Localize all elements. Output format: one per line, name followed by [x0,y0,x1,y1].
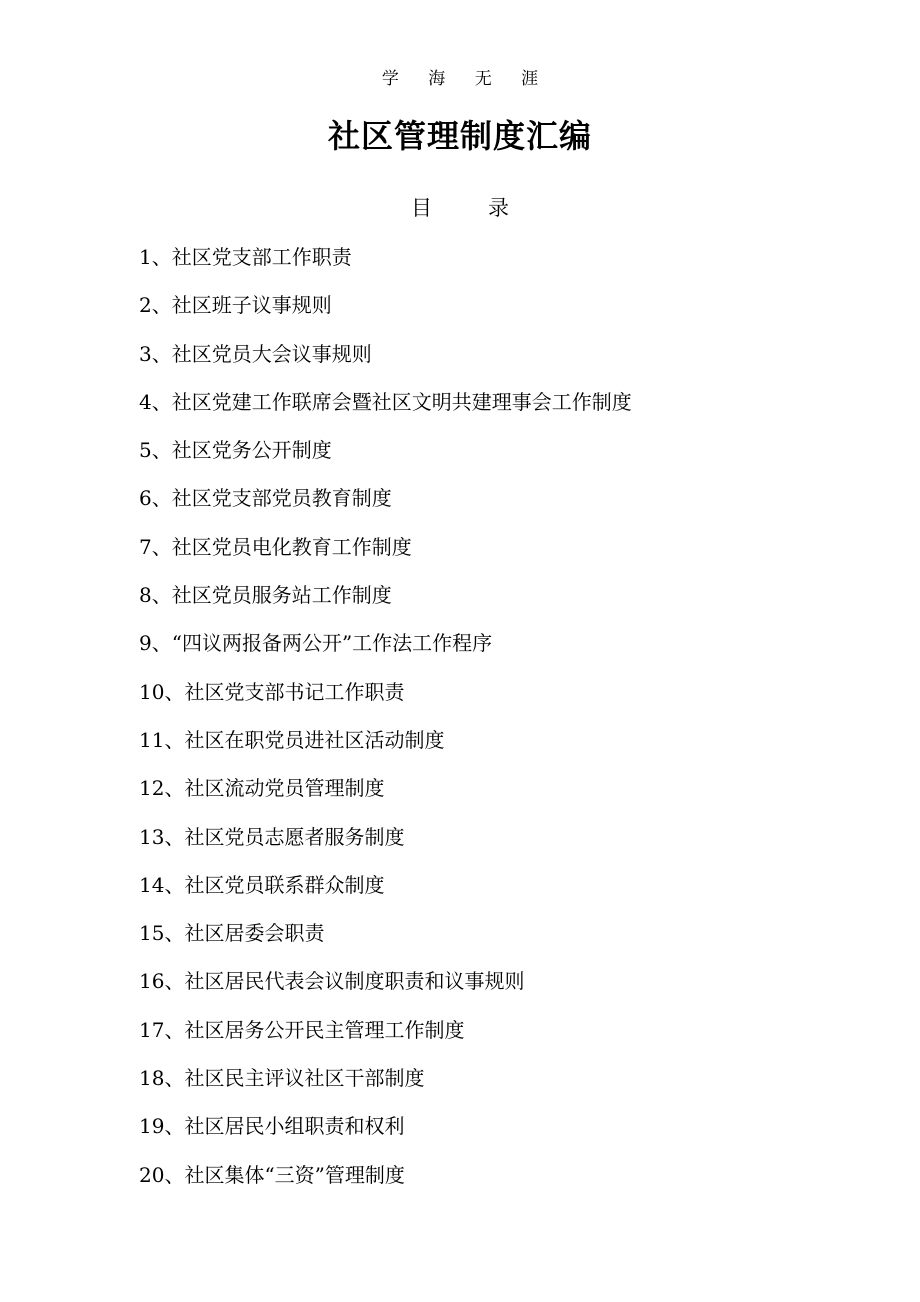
toc-item: 7、社区党员电化教育工作制度 [139,534,412,559]
toc-heading [0,193,920,223]
toc-item: 2、社区班子议事规则 [139,293,332,318]
toc-item: 18、社区民主评议社区干部制度 [139,1066,425,1091]
toc-item: 15、社区居委会职责 [139,921,325,946]
toc-item: 14、社区党员联系群众制度 [139,872,385,897]
toc-heading-char-1: 目 [411,196,432,220]
document-title: 社区管理制度汇编 [327,117,592,155]
toc-item: 6、社区党支部党员教育制度 [139,486,392,511]
page-header: 学 海 无 涯 [381,69,551,89]
toc-item: 20、社区集体“三资”管理制度 [139,1162,405,1187]
toc-item: 8、社区党员服务站工作制度 [139,583,392,608]
toc-item: 10、社区党支部书记工作职责 [139,679,405,704]
toc-item: 12、社区流动党员管理制度 [139,776,385,801]
toc-heading-char-2: 录 [488,196,509,220]
toc-item: 4、社区党建工作联席会暨社区文明共建理事会工作制度 [139,389,632,414]
toc-item: 16、社区居民代表会议制度职责和议事规则 [139,969,525,994]
toc-item: 17、社区居务公开民主管理工作制度 [139,1017,465,1042]
toc-item: 3、社区党员大会议事规则 [139,341,372,366]
toc-item: 1、社区党支部工作职责 [139,245,352,269]
toc-list [139,240,839,1206]
toc-item: 11、社区在职党员进社区活动制度 [139,727,445,752]
toc-item: 13、社区党员志愿者服务制度 [139,824,405,849]
toc-item: 9、“四议两报备两公开”工作法工作程序 [139,631,493,656]
toc-item: 19、社区居民小组职责和权利 [139,1114,405,1139]
toc-item: 5、社区党务公开制度 [139,438,332,463]
